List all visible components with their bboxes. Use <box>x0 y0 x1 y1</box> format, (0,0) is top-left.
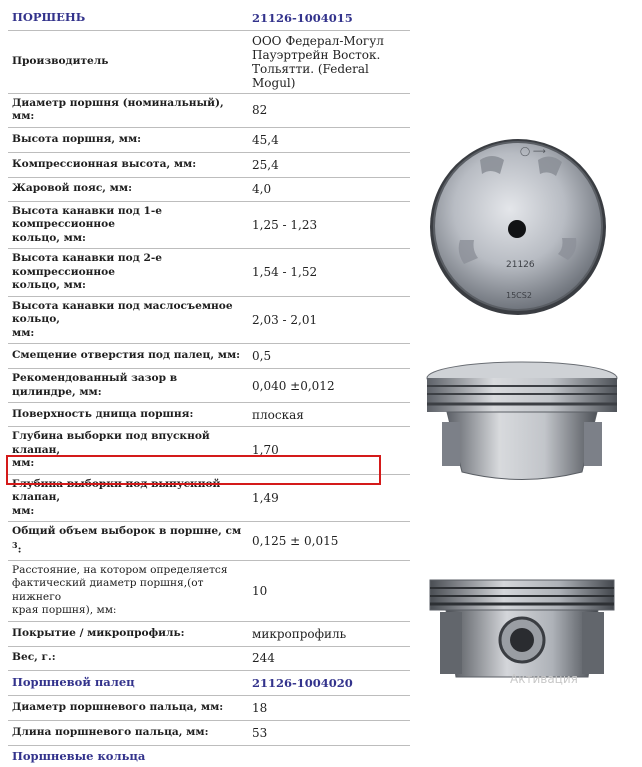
piston-spec-table <box>8 6 410 767</box>
spec-value: 82 <box>248 93 410 127</box>
spec-row <box>8 93 410 127</box>
spec-value: 10 <box>248 560 410 621</box>
spec-value: 2,03 - 2,01 <box>248 296 410 344</box>
spec-value: 25,4 <box>248 152 410 177</box>
highlight-frame <box>6 455 381 485</box>
spec-value: 1,49 <box>248 474 410 522</box>
spec-row-highlighted <box>8 522 410 561</box>
spec-value: 244 <box>248 646 410 670</box>
spec-value: 18 <box>248 695 410 720</box>
spec-value: 1,54 - 1,52 <box>248 249 410 297</box>
watermark-text: Активация <box>510 672 578 686</box>
section-header-pin <box>8 670 410 695</box>
spec-row <box>8 152 410 177</box>
spec-value <box>248 30 410 93</box>
section-part-number <box>248 745 410 767</box>
section-header-rings <box>8 745 410 767</box>
spec-label: Компрессионная высота, мм: <box>8 152 248 177</box>
spec-row <box>8 621 410 646</box>
spec-row <box>8 695 410 720</box>
spec-label: Глубина выборки под выпускной клапан, мм: <box>8 474 248 522</box>
spec-label: Расстояние, на котором определяется фактический диаметр поршня,(от нижнего края поршня), мм: <box>8 560 248 621</box>
spec-value: 53 <box>248 720 410 745</box>
spec-label: Высота поршня, мм: <box>8 127 248 152</box>
spec-value: 4,0 <box>248 177 410 201</box>
spec-value: 0,5 <box>248 344 410 369</box>
spec-value: 0,125 ± 0,015 <box>248 522 410 561</box>
piston-marking-code: 15CS2 <box>506 291 532 300</box>
piston-top-photo <box>420 130 620 320</box>
spec-row <box>8 403 410 427</box>
spec-row <box>8 201 410 249</box>
spec-value: плоская <box>248 403 410 427</box>
spec-row <box>8 296 410 344</box>
spec-value: 45,4 <box>248 127 410 152</box>
section-title: Поршневые кольца <box>12 748 146 763</box>
spec-label: Высота канавки под 1-е компрессионное кольцо, мм: <box>8 201 248 249</box>
spec-row <box>8 30 410 93</box>
arrow-icon: ◯ ⟶ <box>520 147 546 157</box>
spec-row <box>8 720 410 745</box>
spec-value: 1,70 <box>248 427 410 475</box>
piston-side-photo <box>412 352 622 492</box>
spec-label: Жаровой пояс, мм: <box>8 177 248 201</box>
spec-label: Диаметр поршневого пальца, мм: <box>8 695 248 720</box>
spec-value: микропрофиль <box>248 621 410 646</box>
spec-label: Высота канавки под 2-е компрессионное кольцо, мм: <box>8 249 248 297</box>
spec-label: Глубина выборки под впускной клапан, мм: <box>8 427 248 475</box>
value-line: ООО Федерал-Могул <box>252 33 384 48</box>
section-title: ПОРШЕНЬ <box>8 6 248 30</box>
spec-label: Рекомендованный зазор в цилиндре, мм: <box>8 369 248 403</box>
spec-label: Длина поршневого пальца, мм: <box>8 720 248 745</box>
spec-row <box>8 369 410 403</box>
spec-value: 1,25 - 1,23 <box>248 201 410 249</box>
spec-label: Производитель <box>8 30 248 93</box>
spec-row <box>8 344 410 369</box>
value-line: Пауэртрейн Восток. <box>252 47 381 62</box>
piston-pin-photo <box>418 572 622 685</box>
spec-row <box>8 249 410 297</box>
spec-label: Вес, г.: <box>8 646 248 670</box>
spec-row <box>8 127 410 152</box>
spec-value: 0,040 ±0,012 <box>248 369 410 403</box>
value-line: Тольятти. (Federal Mogul) <box>252 61 369 90</box>
spec-label: Диаметр поршня (номинальный), мм: <box>8 93 248 127</box>
spec-label: Общий объем выборок в поршне, см $^3$: <box>8 522 248 561</box>
piston-marking-number: 21126 <box>506 260 535 270</box>
section-part-number: 21126-1004020 <box>248 670 410 695</box>
spec-label: Смещение отверстия под палец, мм: <box>8 344 248 369</box>
section-title: Поршневой палец <box>8 670 248 695</box>
spec-row <box>8 646 410 670</box>
section-header-piston <box>8 6 410 30</box>
section-part-number: 21126-1004015 <box>248 6 410 30</box>
spec-row <box>8 177 410 201</box>
spec-label: Покрытие / микропрофиль: <box>8 621 248 646</box>
spec-label: Высота канавки под маслосъемное кольцо, мм: <box>8 296 248 344</box>
spec-label: Поверхность днища поршня: <box>8 403 248 427</box>
spec-row <box>8 560 410 621</box>
